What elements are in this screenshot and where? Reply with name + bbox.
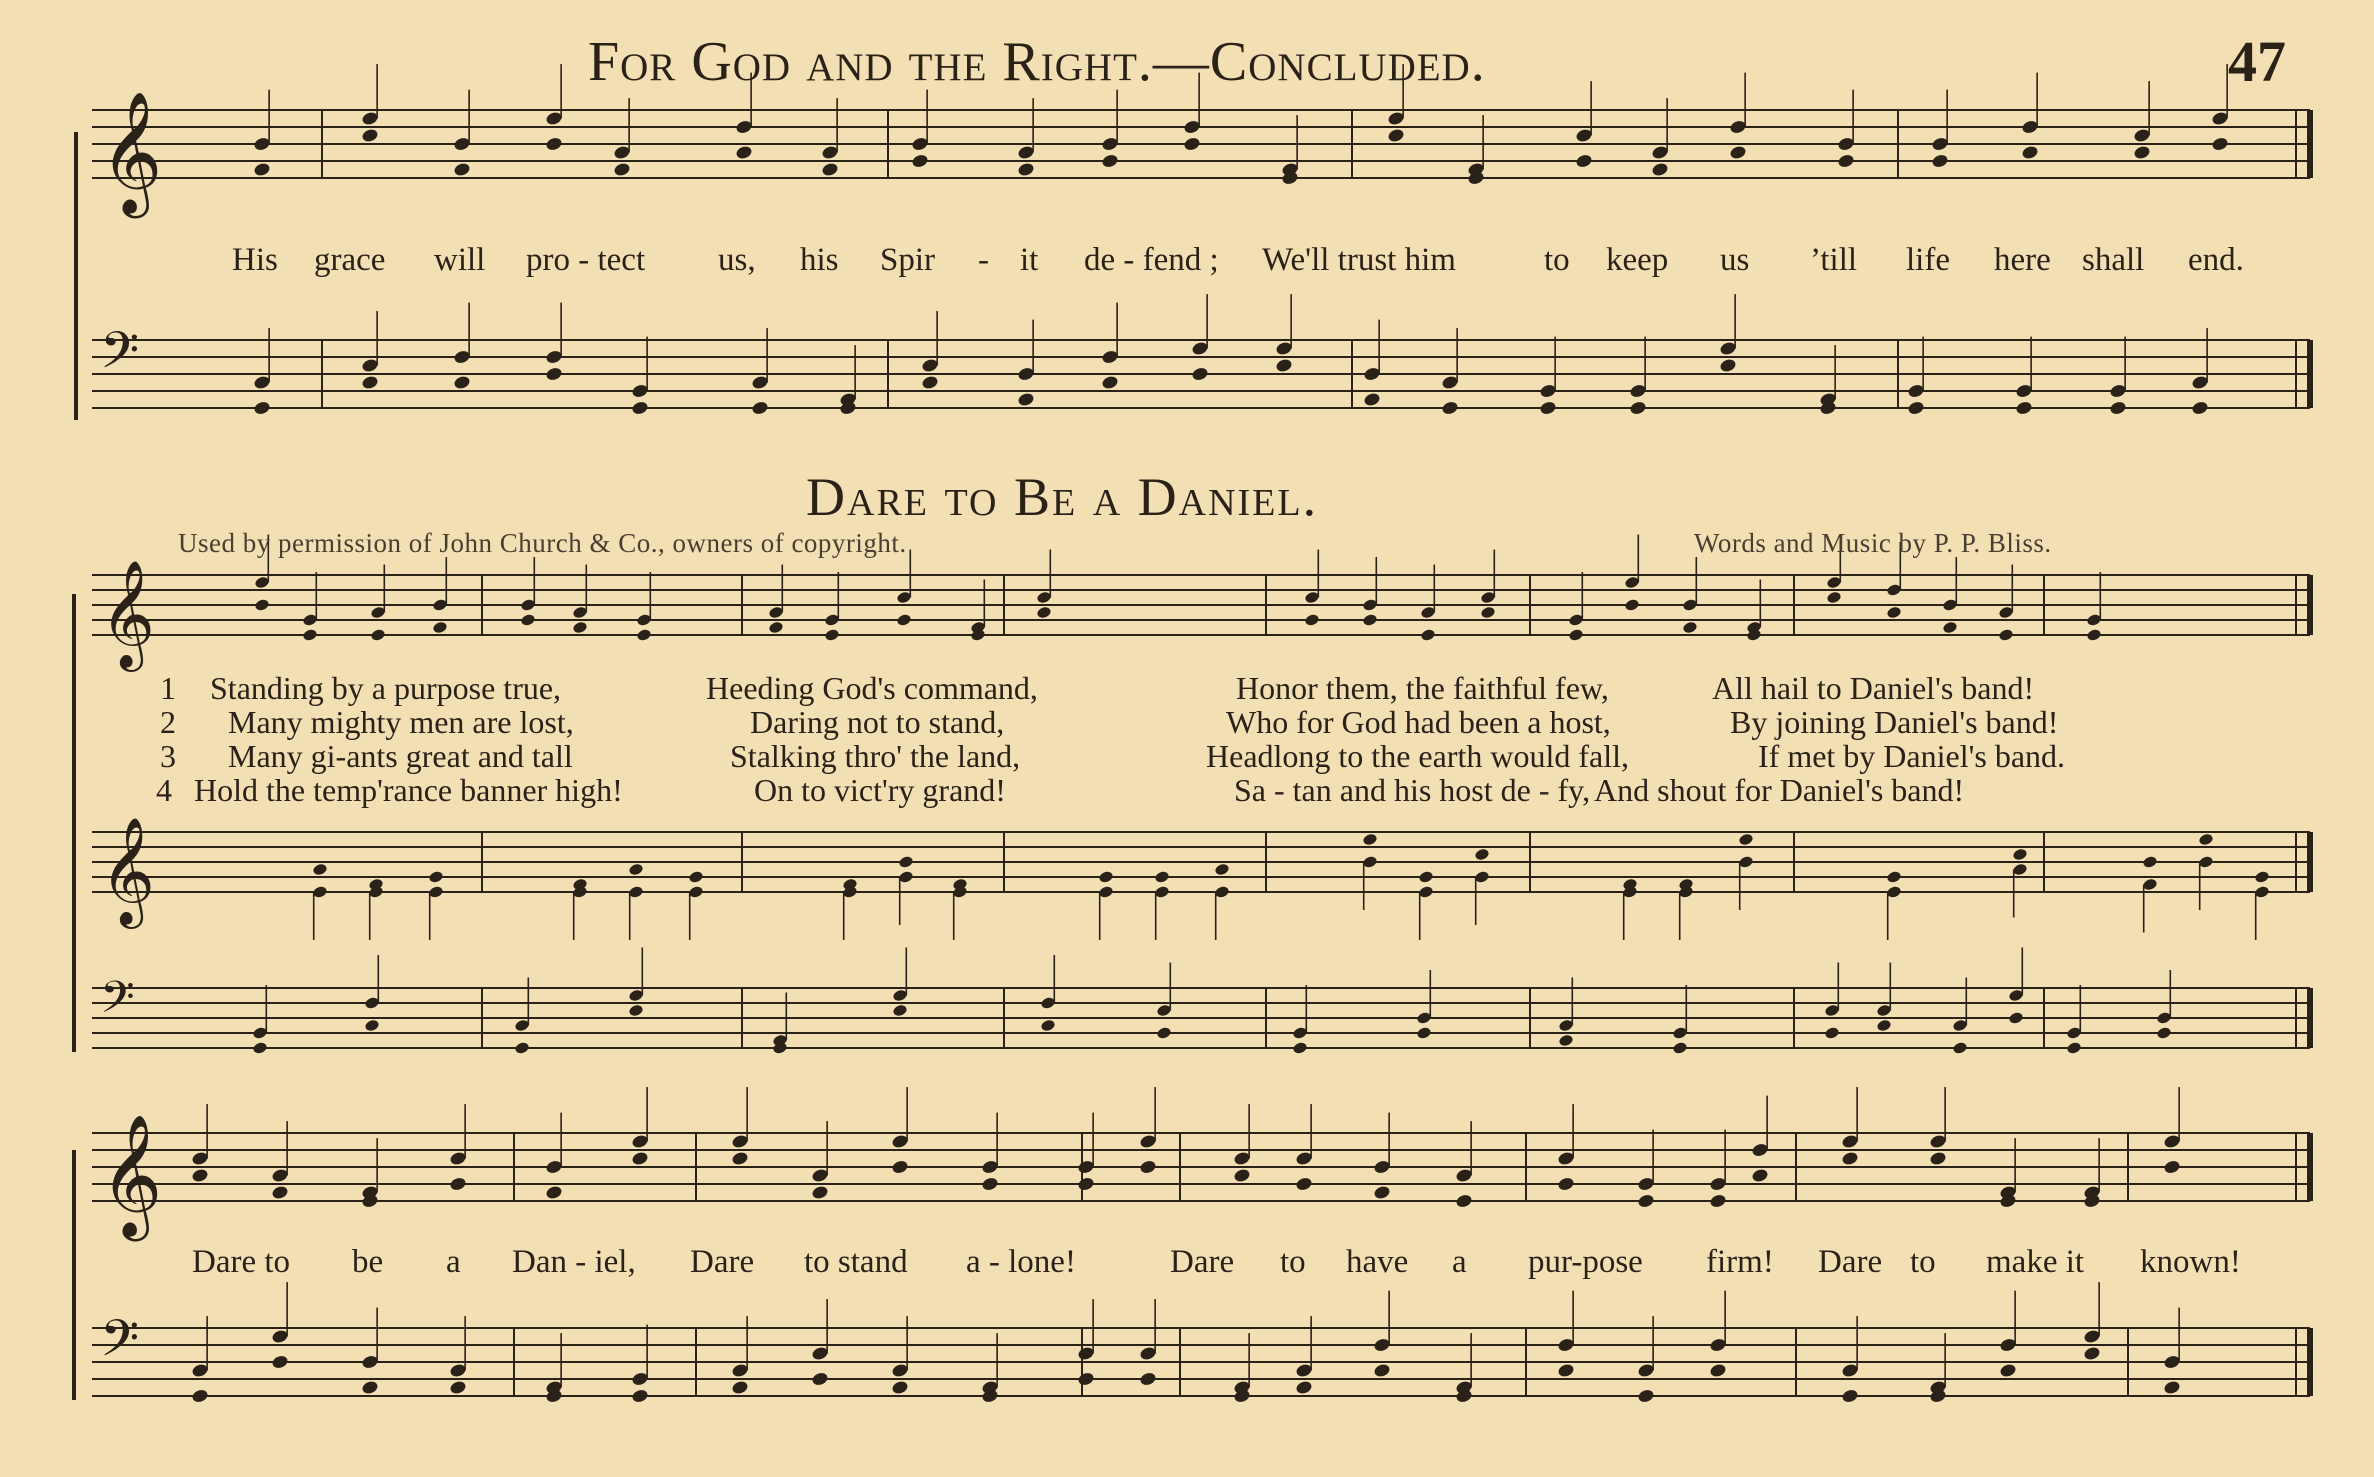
treble-clef-icon: 𝄞: [100, 559, 155, 667]
note-head: [1942, 621, 1958, 635]
note-head: [1139, 1159, 1157, 1175]
note-head: [1480, 606, 1496, 620]
lyric-syllable: to stand: [804, 1244, 908, 1280]
note-head: [1040, 1019, 1056, 1033]
note-head: [302, 628, 318, 642]
note-head: [1729, 145, 1747, 161]
lyric-syllable: grace: [314, 242, 386, 278]
note-head: [1876, 1019, 1892, 1033]
verse-number: 2: [160, 704, 176, 740]
note-head: [1751, 1168, 1769, 1184]
note-head: [1826, 591, 1842, 605]
lyric-syllable: to: [1544, 242, 1570, 278]
note-head: [1387, 128, 1405, 144]
note-head: [2163, 1159, 2181, 1175]
note-head: [2142, 855, 2158, 869]
lyric-syllable: We'll trust him: [1262, 242, 1456, 278]
note-head: [1156, 1026, 1172, 1040]
note-head: [2191, 400, 2209, 416]
note-head: [1154, 870, 1170, 884]
lyric-syllable: a: [1452, 1244, 1467, 1280]
note-head: [1637, 1388, 1655, 1404]
lyric-syllable: pro - tect: [526, 242, 646, 278]
note-head: [2086, 628, 2102, 642]
note-head: [1637, 1193, 1655, 1209]
note-head: [1575, 153, 1593, 169]
note-head: [1557, 1363, 1575, 1379]
treble-clef-icon: 𝄞: [100, 90, 163, 213]
note-head: [1214, 863, 1230, 877]
verse-line-c: Sa - tan and his host de - fy,: [1234, 772, 1591, 808]
lyric-syllable: Spir: [880, 242, 936, 278]
note-head: [1952, 1041, 1968, 1055]
note-head: [1651, 162, 1669, 178]
bass-clef-icon: 𝄢: [100, 971, 135, 1034]
note-head: [1295, 1380, 1313, 1396]
lyric-syllable: Dare: [1818, 1244, 1883, 1280]
note-head: [1709, 1363, 1727, 1379]
note-head: [628, 863, 644, 877]
note-head: [449, 1176, 467, 1192]
note-head: [1474, 848, 1490, 862]
note-head: [824, 628, 840, 642]
note-head: [1418, 870, 1434, 884]
note-head: [254, 598, 270, 612]
lyric-syllable: be: [352, 1244, 384, 1280]
note-head: [1568, 628, 1584, 642]
note-head: [628, 1004, 644, 1018]
lyric-syllable: His: [232, 242, 278, 278]
note-head: [253, 162, 271, 178]
note-head: [1929, 1151, 1947, 1167]
note-head: [1557, 1176, 1575, 1192]
note-head: [613, 162, 631, 178]
note-head: [2066, 1041, 2082, 1055]
note-head: [1837, 153, 1855, 169]
note-head: [1101, 153, 1119, 169]
note-head: [1886, 606, 1902, 620]
note-head: [364, 1019, 380, 1033]
lyric-syllable: us,: [718, 242, 756, 278]
note-head: [1999, 1363, 2017, 1379]
lyric-syllable: us: [1720, 242, 1750, 278]
note-head: [1629, 400, 1647, 416]
note-head: [751, 400, 769, 416]
copyright-permission: Used by permission of John Church & Co., owners of copyright.: [178, 528, 907, 558]
note-head: [896, 613, 912, 627]
note-head: [636, 628, 652, 642]
verse-line-c: Honor them, the faithful few,: [1236, 670, 1609, 706]
lyric-syllable: Dare: [690, 1244, 755, 1280]
note-head: [731, 1380, 749, 1396]
note-head: [252, 1041, 268, 1055]
note-head: [921, 375, 939, 391]
note-head: [2163, 1380, 2181, 1396]
note-head: [1183, 136, 1201, 152]
note-head: [1824, 1026, 1840, 1040]
note-head: [191, 1168, 209, 1184]
note-head: [1363, 392, 1381, 408]
note-head: [898, 855, 914, 869]
note-head: [1275, 358, 1293, 374]
bass-clef-icon: 𝄢: [100, 1309, 140, 1381]
note-head: [1036, 606, 1052, 620]
note-head: [1292, 1041, 1308, 1055]
note-head: [911, 153, 929, 169]
note-head: [1017, 162, 1035, 178]
note-head: [1373, 1363, 1391, 1379]
lyric-syllable: to: [1910, 1244, 1936, 1280]
note-head: [2109, 400, 2127, 416]
note-head: [1373, 1185, 1391, 1201]
lyric-syllable: known!: [2140, 1244, 2241, 1280]
verse-line-d: And shout for Daniel's band!: [1594, 772, 1965, 808]
verse-line-d: All hail to Daniel's band!: [1712, 670, 2035, 706]
note-head: [1077, 1176, 1095, 1192]
treble-clef-icon: 𝄞: [100, 1113, 163, 1236]
note-head: [2012, 848, 2028, 862]
note-head: [811, 1371, 829, 1387]
note-head: [253, 400, 271, 416]
lyric-syllable: a: [446, 1244, 461, 1280]
note-head: [1907, 400, 1925, 416]
page-number: 47: [2228, 29, 2286, 94]
lyric-syllable: to: [1280, 1244, 1306, 1280]
note-head: [453, 375, 471, 391]
note-head: [361, 375, 379, 391]
verse-line-a: Many mighty men are lost,: [228, 704, 574, 740]
note-head: [2198, 833, 2214, 847]
lyric-syllable: -: [978, 242, 989, 278]
note-head: [2015, 400, 2033, 416]
note-head: [1931, 153, 1949, 169]
note-head: [1738, 833, 1754, 847]
note-head: [1886, 870, 1902, 884]
note-head: [453, 162, 471, 178]
lyric-syllable: it: [1020, 242, 1039, 278]
note-head: [735, 145, 753, 161]
note-head: [821, 162, 839, 178]
note-head: [1841, 1151, 1859, 1167]
note-head: [1362, 613, 1378, 627]
note-head: [1304, 613, 1320, 627]
verse-line-c: Headlong to the earth would fall,: [1206, 738, 1629, 774]
note-head: [2133, 145, 2151, 161]
note-head: [1719, 358, 1737, 374]
lyric-syllable: make it: [1986, 1244, 2085, 1280]
note-head: [631, 1388, 649, 1404]
lyric-syllable: will: [434, 242, 486, 278]
note-head: [1624, 598, 1640, 612]
note-head: [892, 1004, 908, 1018]
note-head: [1539, 400, 1557, 416]
note-head: [428, 870, 444, 884]
note-head: [1017, 392, 1035, 408]
note-head: [891, 1159, 909, 1175]
note-head: [312, 863, 328, 877]
verse-line-b: On to vict'ry grand!: [754, 772, 1006, 808]
lyric-syllable: Dare: [1170, 1244, 1235, 1280]
verse-line-c: Who for God had been a host,: [1226, 704, 1611, 740]
treble-clef-icon: 𝄞: [100, 816, 155, 924]
note-head: [1191, 366, 1209, 382]
note-head: [1416, 1026, 1432, 1040]
verse-line-a: Hold the temp'rance banner high!: [194, 772, 623, 808]
note-head: [1998, 628, 2014, 642]
note-head: [1558, 1034, 1574, 1048]
note-head: [1098, 870, 1114, 884]
note-head: [688, 870, 704, 884]
note-head: [631, 400, 649, 416]
lyric-syllable: life: [1906, 242, 1950, 278]
note-head: [191, 1388, 209, 1404]
note-head: [1709, 1193, 1727, 1209]
lyric-syllable: have: [1346, 1244, 1409, 1280]
lyric-syllable: ’till: [1810, 242, 1858, 278]
hymn2-title: Dare to Be a Daniel.: [806, 467, 1319, 527]
note-head: [731, 1151, 749, 1167]
note-head: [572, 621, 588, 635]
note-head: [891, 1380, 909, 1396]
note-head: [520, 613, 536, 627]
verse-line-b: Heeding God's command,: [706, 670, 1038, 706]
lyric-syllable: end.: [2188, 242, 2244, 278]
note-head: [1101, 375, 1119, 391]
note-head: [2254, 870, 2270, 884]
lyric-syllable: shall: [2082, 242, 2145, 278]
note-head: [768, 621, 784, 635]
note-head: [1077, 1371, 1095, 1387]
note-head: [1139, 1371, 1157, 1387]
lyric-syllable: de - fend ;: [1084, 242, 1219, 278]
lyric-syllable: here: [1994, 242, 2051, 278]
note-head: [271, 1185, 289, 1201]
note-head: [1672, 1041, 1688, 1055]
note-head: [271, 1354, 289, 1370]
page-header-title: For God and the Right.—Concluded.: [588, 31, 1486, 93]
note-head: [449, 1380, 467, 1396]
note-head: [981, 1176, 999, 1192]
note-head: [2008, 1011, 2024, 1025]
note-head: [811, 1185, 829, 1201]
note-head: [370, 628, 386, 642]
verse-line-d: If met by Daniel's band.: [1758, 738, 2066, 774]
note-head: [1295, 1176, 1313, 1192]
verse-line-a: Many gi-ants great and tall: [228, 738, 573, 774]
note-head: [1420, 628, 1436, 642]
note-head: [1455, 1193, 1473, 1209]
lyric-syllable: Dare to: [192, 1244, 291, 1280]
note-head: [545, 366, 563, 382]
note-head: [514, 1041, 530, 1055]
note-head: [2211, 136, 2229, 152]
verse-line-b: Daring not to stand,: [750, 704, 1005, 740]
note-head: [1441, 400, 1459, 416]
note-head: [2156, 1026, 2172, 1040]
verse-number: 3: [160, 738, 176, 774]
note-head: [432, 621, 448, 635]
lyric-syllable: firm!: [1706, 1244, 1774, 1280]
lyric-syllable: a - lone!: [966, 1244, 1076, 1280]
lyric-syllable: keep: [1606, 242, 1669, 278]
note-head: [2021, 145, 2039, 161]
verse-line-a: Standing by a purpose true,: [210, 670, 562, 706]
verse-number: 1: [160, 670, 176, 706]
verse-line-d: By joining Daniel's band!: [1730, 704, 2059, 740]
note-head: [545, 136, 563, 152]
verse-line-b: Stalking thro' the land,: [730, 738, 1021, 774]
note-head: [361, 1380, 379, 1396]
composer-attribution: Words and Music by P. P. Bliss.: [1694, 528, 2052, 558]
lyric-syllable: pur-pose: [1528, 1244, 1643, 1280]
note-head: [1841, 1388, 1859, 1404]
lyric-syllable: Dan - iel,: [512, 1244, 636, 1280]
note-head: [545, 1185, 563, 1201]
note-head: [2083, 1346, 2101, 1362]
note-head: [361, 128, 379, 144]
note-head: [631, 1151, 649, 1167]
note-head: [1362, 833, 1378, 847]
bass-clef-icon: 𝄢: [100, 321, 140, 393]
note-head: [1682, 621, 1698, 635]
note-head: [1233, 1168, 1251, 1184]
lyric-syllable: his: [800, 242, 839, 278]
verse-number: 4: [156, 772, 172, 808]
